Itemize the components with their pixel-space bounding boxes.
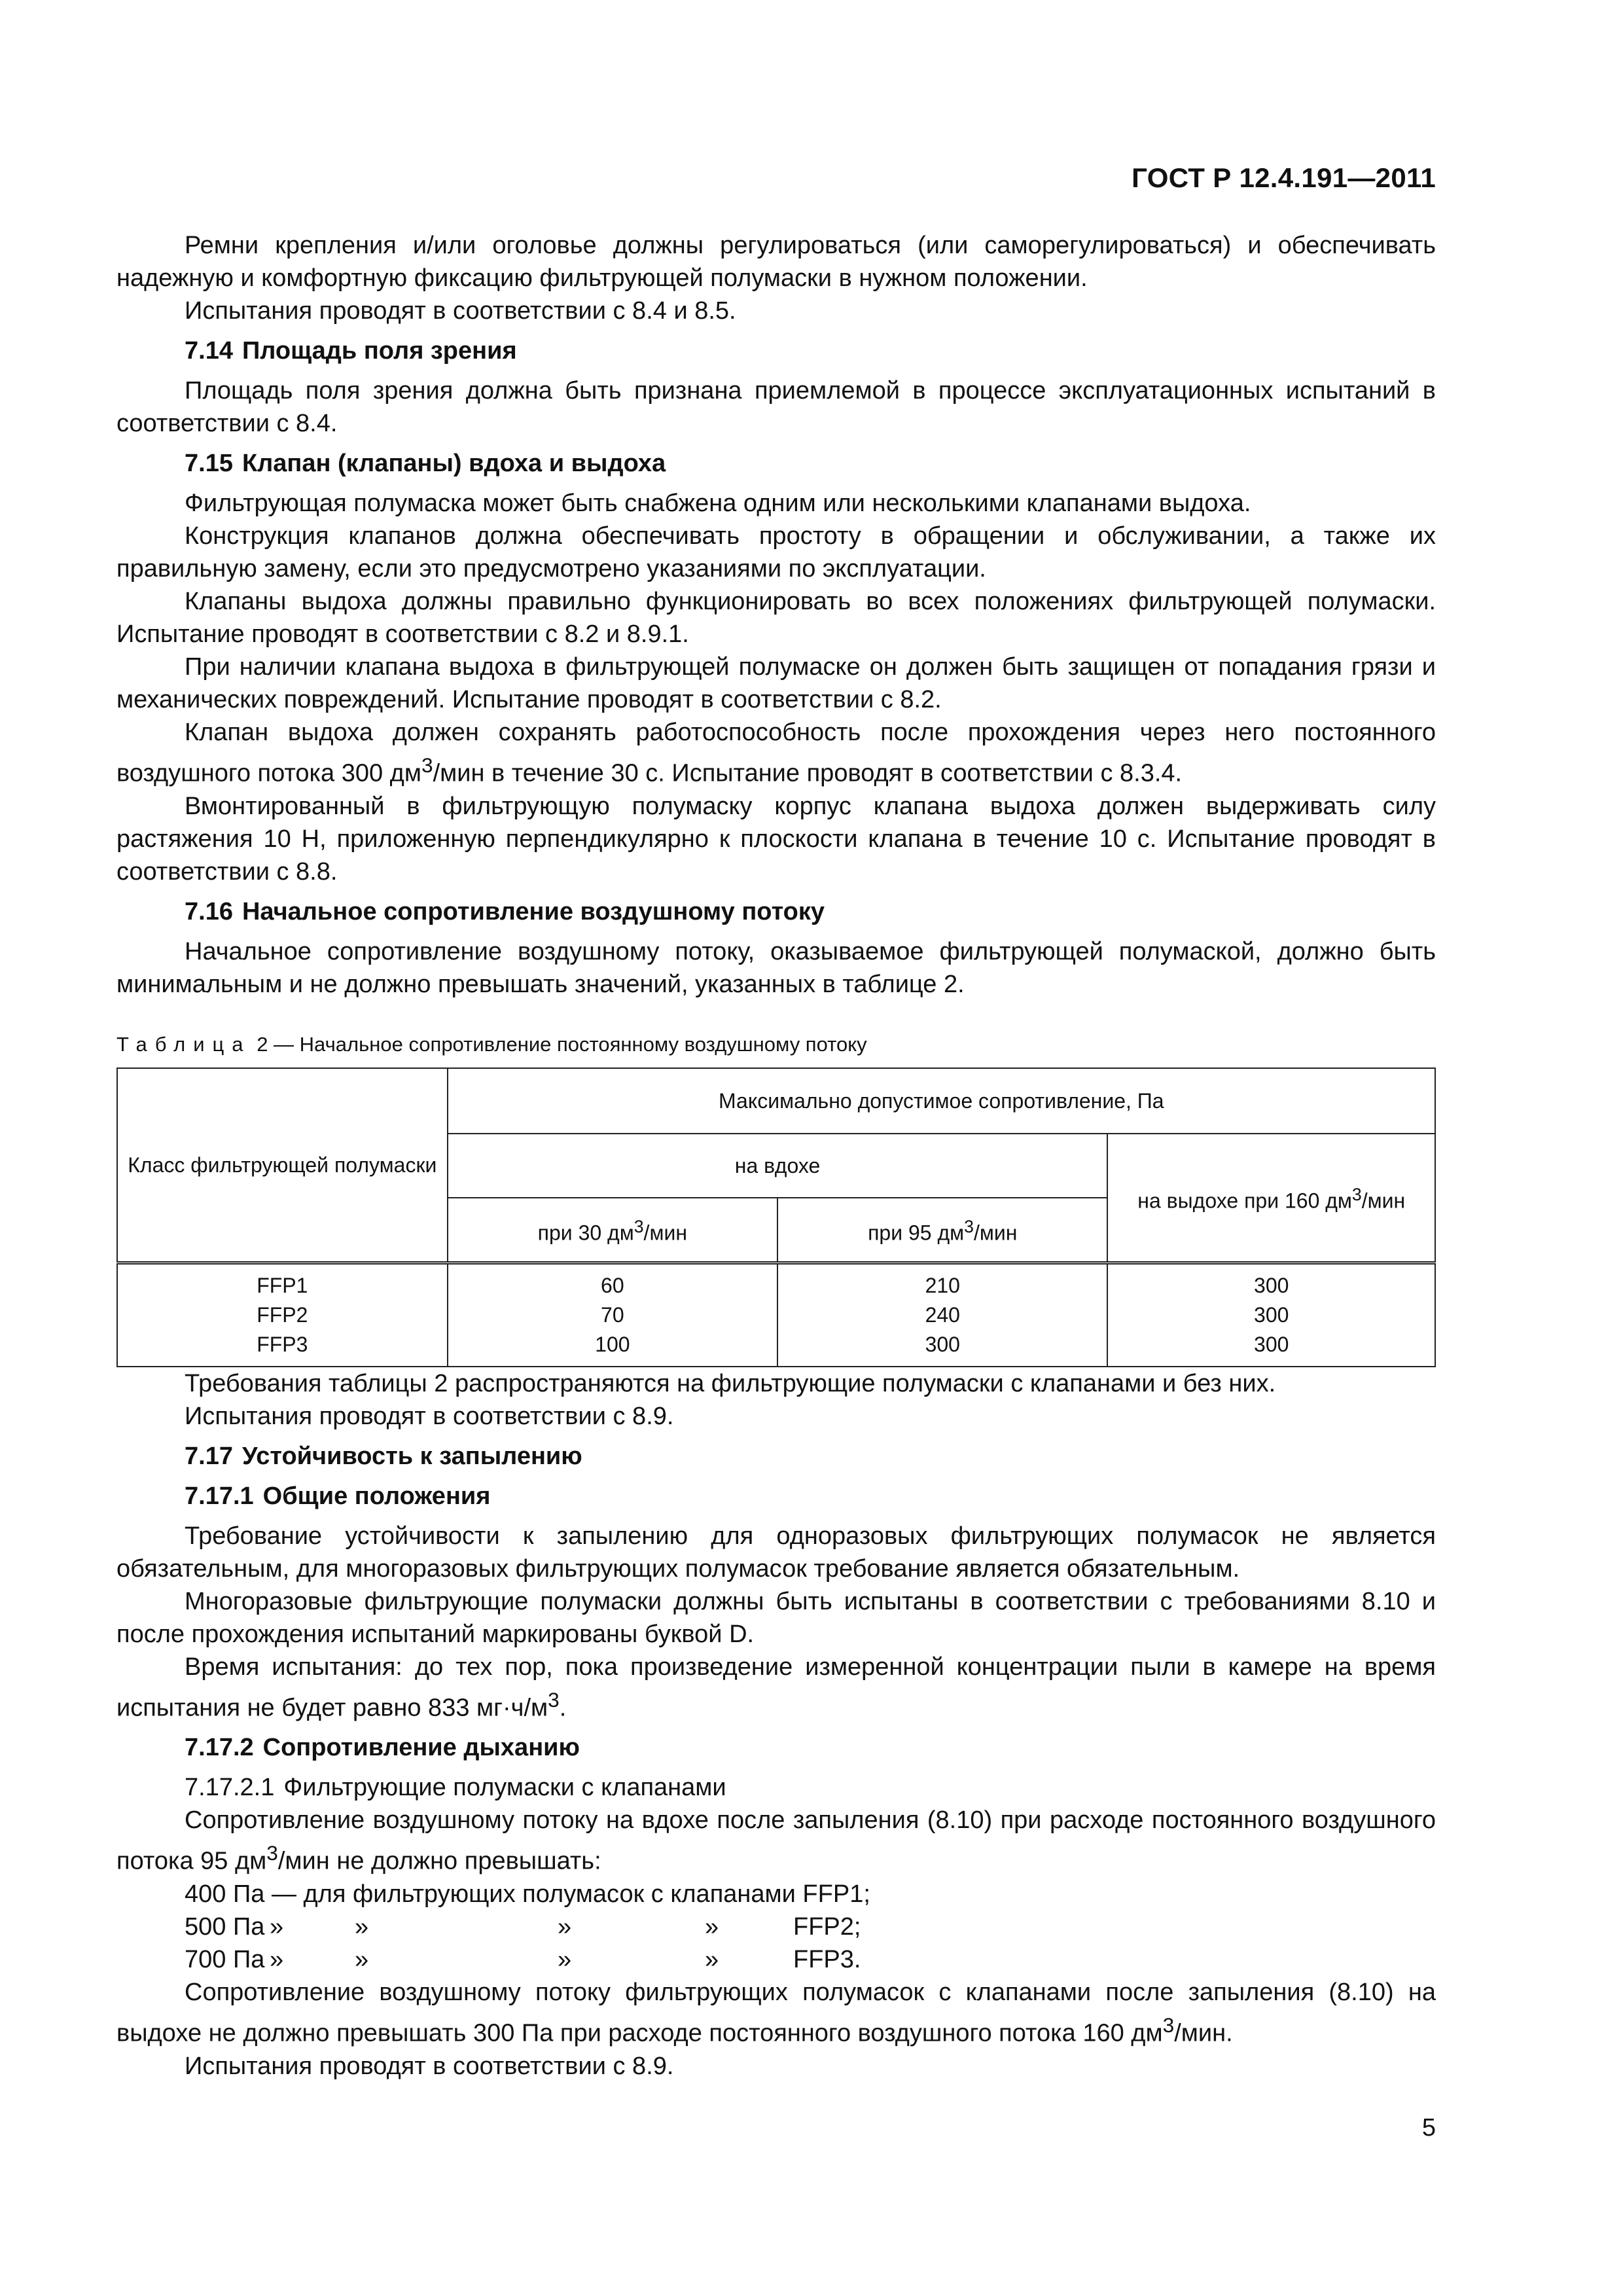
table-cell: 300 (1254, 1273, 1289, 1297)
paragraph: Испытания проводят в соответствии с 8.4 и 8.5. (185, 297, 736, 325)
table-data-block (117, 1263, 1435, 1367)
page-number: 5 (1421, 2114, 1436, 2142)
table-cell: 300 (1254, 1332, 1289, 1356)
paragraph: Многоразовые фильтрующие полумаски должны быть испытаны в соответствии с требованиями 8.10 и после прохождения испытаний маркированы буквой D. (116, 1587, 1436, 1648)
table-cell: 300 (1254, 1302, 1289, 1327)
table-cell: 60 (601, 1273, 624, 1297)
header-inhale: на вдохе (448, 1134, 1108, 1198)
document-page (116, 0, 1436, 2296)
paragraph: Площадь поля зрения должна быть признана приемлемой в процессе эксплуатационных испытаний в соответствии с 8.4. (116, 377, 1436, 437)
table-cell: FFP1 (257, 1273, 308, 1297)
paragraph: Требования таблицы 2 распространяются на фильтрующие полумаски с клапанами и без них. (185, 1369, 1276, 1397)
paragraph: Ремни крепления и/или оголовье должны регулироваться (или саморегулироваться) и обеспечивать надежную и комфортную фиксацию фильтрующей полумаски в нужном положении. (116, 232, 1436, 292)
list-item: 700 Па » » » » FFP3. (185, 1945, 861, 1973)
header-inhale-30: при 30 $дм^3$/мин (448, 1198, 777, 1263)
section-heading: 7.15 Клапан (клапаны) вдоха и выдоха (185, 450, 666, 477)
paragraph: Клапаны выдоха должны правильно функционировать во всех положениях фильтрующей полумаски. Испытание проводят в соответствии с 8.2 и 8.9.1. (116, 588, 1436, 648)
clause-heading: 7.17.2.1 Фильтрующие полумаски с клапанами (185, 1774, 726, 1802)
inhale-95-column (777, 1263, 1107, 1367)
subsection-heading: 7.17.1 Общие положения (185, 1482, 491, 1510)
table-cell: 240 (925, 1302, 960, 1327)
table-cell: 70 (601, 1302, 624, 1327)
header-exhale-160: на выдохе при 160 $дм^3$/мин (1107, 1134, 1435, 1263)
section-heading: 7.14 Площадь поля зрения (185, 337, 517, 365)
paragraph: Испытания проводят в соответствии с 8.9. (185, 2052, 674, 2080)
document-header: ГОСТ Р 12.4.191—2011 (1132, 162, 1436, 193)
paragraph: Фильтрующая полумаска может быть снабжена одним или несколькими клапанами выдоха. (185, 490, 1251, 517)
resistance-table (116, 1067, 1436, 1367)
table-caption: Таблица 2 — Начальное сопротивление постоянному воздушному потоку (116, 1032, 867, 1056)
paragraph: Требование устойчивости к запылению для одноразовых фильтрующих полумасок не является обязательным, для многоразовых фильтрующих полумасок требование является обязательным. (116, 1522, 1436, 1583)
table-cell: 210 (925, 1273, 960, 1297)
paragraph: Время испытания: до тех пор, пока произведение измеренной концентрации пыли в камере на время испытания не будет равно 833 $мг\cdot ч/м^3$. (116, 1653, 1436, 1722)
list-item: 400 Па — для фильтрующих полумасок с клапанами FFP1; (185, 1880, 870, 1908)
document-body (116, 229, 1436, 2083)
table-cell: 100 (595, 1332, 630, 1356)
paragraph: Начальное сопротивление воздушному потоку, оказываемое фильтрующей полумаской, должно быть минимальным и не должно превышать значений, указанных в таблице 2. (116, 937, 1436, 998)
paragraph: Клапан выдоха должен сохранять работоспособность после прохождения через него постоянного воздушного потока 300 $дм^3$/мин в течение 30 с. Испытание проводят в соответствии с 8.3.4. (116, 719, 1436, 787)
section-heading: 7.17 Устойчивость к запылению (185, 1442, 582, 1470)
header-inhale-95: при 95 $дм^3$/мин (777, 1198, 1107, 1263)
exhale-160-column (1107, 1263, 1435, 1367)
class-column (117, 1263, 448, 1367)
header-max-resistance: Максимально допустимое сопротивление, Па (448, 1068, 1435, 1134)
paragraph: Испытания проводят в соответствии с 8.9. (185, 1402, 674, 1430)
list-item: 500 Па » » » » FFP2; (185, 1912, 861, 1941)
paragraph: При наличии клапана выдоха в фильтрующей полумаске он должен быть защищен от попадания грязи и механических повреждений. Испытание проводят в соответствии с 8.2. (116, 653, 1436, 713)
table-cell: FFP2 (257, 1302, 308, 1327)
paragraph: Сопротивление воздушному потоку фильтрующих полумасок с клапанами после запыления (8.10) на выдохе не должно превышать 300 Па при расходе постоянного воздушного потока 160 $дм^3$/мин. (116, 1978, 1436, 2047)
paragraph: Вмонтированный в фильтрующую полумаску корпус клапана выдоха должен выдерживать силу растяжения 10 Н, приложенную перпендикулярно к плоскости клапана в течение 10 с. Испытание проводят в соответствии с 8.8. (116, 792, 1436, 886)
inhale-30-column (448, 1263, 777, 1367)
header-class: Класс фильтрующей полумаски (117, 1068, 448, 1263)
paragraph: Конструкция клапанов должна обеспечивать простоту в обращении и обслуживании, а также их правильную замену, если это предусмотрено указаниями по эксплуатации. (116, 522, 1436, 583)
table-cell: 300 (925, 1332, 960, 1356)
table-cell: FFP3 (257, 1332, 308, 1356)
section-heading: 7.16 Начальное сопротивление воздушному потоку (185, 897, 825, 925)
subsection-heading: 7.17.2 Сопротивление дыханию (185, 1734, 580, 1762)
paragraph: Сопротивление воздушному потоку на вдохе после запыления (8.10) при расходе постоянного воздушного потока 95 $дм^3$/мин не должно превышать: (116, 1806, 1436, 1875)
